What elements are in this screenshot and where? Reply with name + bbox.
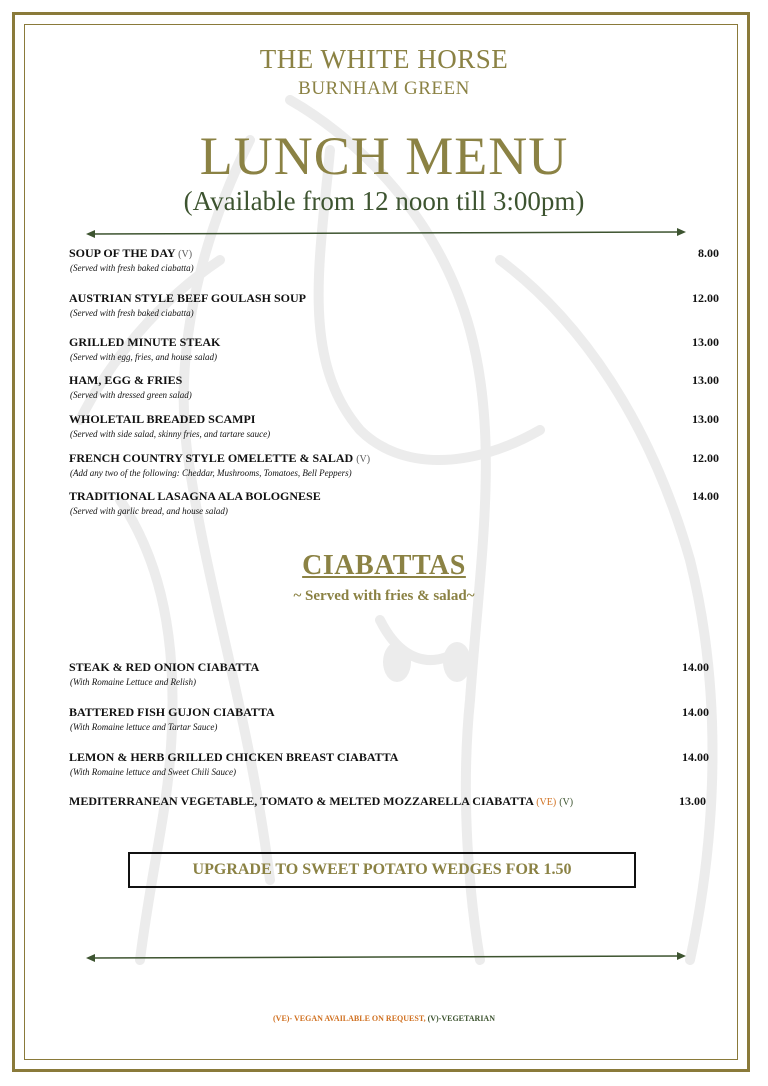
item-price: 14.00 <box>682 705 709 719</box>
menu-item <box>69 705 709 732</box>
divider-arrow-bottom <box>86 951 686 963</box>
dietary-footnote <box>0 1014 768 1023</box>
item-price: 14.00 <box>682 660 709 674</box>
menu-item <box>69 291 719 318</box>
item-description: (Served with fresh baked ciabatta) <box>70 263 194 273</box>
section-subtitle: ~ Served with fries & salad~ <box>293 588 475 604</box>
item-description: (Served with fresh baked ciabatta) <box>70 308 194 318</box>
divider-arrow-top <box>86 227 686 239</box>
vegetarian-tag: (V) <box>559 797 574 808</box>
vegan-tag: (VE) <box>536 797 557 808</box>
item-description: (Add any two of the following: Cheddar, Mushrooms, Tomatoes, Bell Peppers) <box>70 468 352 478</box>
item-price: 8.00 <box>698 246 719 260</box>
menu-item <box>69 246 719 273</box>
item-name: BATTERED FISH GUJON CIABATTA <box>69 705 275 719</box>
menu-item <box>69 750 709 777</box>
item-price: 12.00 <box>692 291 719 305</box>
item-price: 14.00 <box>682 750 709 764</box>
item-name: TRADITIONAL LASAGNA ALA BOLOGNESE <box>69 489 321 503</box>
menu-item <box>69 660 709 687</box>
pub-name: THE WHITE HORSE <box>259 44 509 74</box>
section-title-ciabattas: CIABATTAS <box>302 550 466 581</box>
item-name: SOUP OF THE DAY <box>69 246 176 260</box>
item-name: STEAK & RED ONION CIABATTA <box>69 660 260 674</box>
item-description: (Served with garlic bread, and house salad) <box>70 506 228 516</box>
item-name: FRENCH COUNTRY STYLE OMELETTE & SALAD <box>69 451 354 465</box>
item-description: (With Romaine lettuce and Sweet Chili Sauce) <box>70 767 236 777</box>
vegetarian-tag: (V) <box>178 249 193 260</box>
availability-note: (Available from 12 noon till 3:00pm) <box>183 186 585 216</box>
vegetarian-tag: (V) <box>356 454 371 465</box>
item-description: (Served with side salad, skinny fries, and tartare sauce) <box>70 429 271 439</box>
menu-item <box>69 373 719 400</box>
item-name: AUSTRIAN STYLE BEEF GOULASH SOUP <box>69 291 306 305</box>
item-price: 13.00 <box>679 794 706 808</box>
menu-item <box>69 794 706 809</box>
upgrade-notice: UPGRADE TO SWEET POTATO WEDGES FOR 1.50 <box>128 852 636 888</box>
menu-item <box>69 335 719 362</box>
menu-item <box>69 412 719 439</box>
item-description: (With Romaine lettuce and Tartar Sauce) <box>70 722 218 732</box>
item-name: HAM, EGG & FRIES <box>69 373 183 387</box>
item-description: (Served with dressed green salad) <box>70 390 192 400</box>
pub-location: BURNHAM GREEN <box>298 78 470 99</box>
item-description: (Served with egg, fries, and house salad) <box>70 352 217 362</box>
vegetarian-legend: (V)-VEGETARIAN <box>427 1014 495 1023</box>
item-price: 12.00 <box>692 451 719 465</box>
item-name: LEMON & HERB GRILLED CHICKEN BREAST CIABATTA <box>69 750 399 764</box>
item-description: (With Romaine Lettuce and Relish) <box>70 677 196 687</box>
item-name: MEDITERRANEAN VEGETABLE, TOMATO & MELTED MOZZARELLA CIABATTA <box>69 794 534 808</box>
menu-title: LUNCH MENU <box>199 126 569 186</box>
item-price: 13.00 <box>692 335 719 349</box>
menu-item <box>69 489 719 516</box>
item-price: 14.00 <box>692 489 719 503</box>
item-name: WHOLETAIL BREADED SCAMPI <box>69 412 256 426</box>
menu-item <box>69 451 719 478</box>
vegan-legend: (VE)- VEGAN AVAILABLE ON REQUEST, <box>273 1014 426 1023</box>
item-name: GRILLED MINUTE STEAK <box>69 335 221 349</box>
item-price: 13.00 <box>692 412 719 426</box>
item-price: 13.00 <box>692 373 719 387</box>
